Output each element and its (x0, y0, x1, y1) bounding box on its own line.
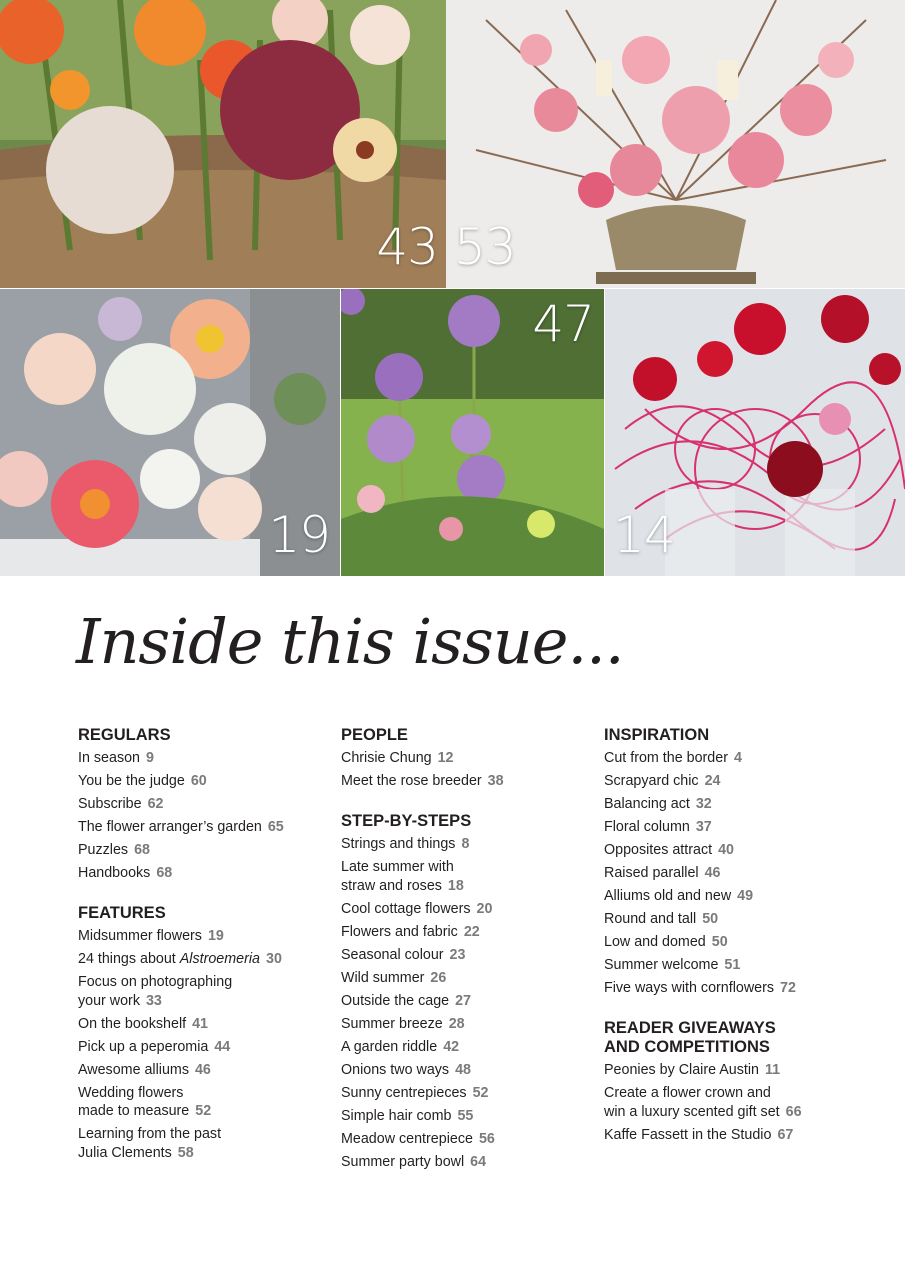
entry-page-number: 52 (472, 1084, 489, 1101)
page-number-19: 19 (268, 506, 330, 564)
section-title: READER GIVEAWAYS AND COMPETITIONS (604, 1019, 776, 1057)
toc-entry[interactable] (341, 1130, 611, 1148)
entry-title: On the bookshelf (78, 1015, 187, 1032)
entry-page-number: 9 (146, 750, 154, 766)
toc-section (341, 726, 611, 790)
toc-entry[interactable] (341, 992, 611, 1010)
toc-entry[interactable] (604, 841, 894, 859)
entry-title: win a luxury scented gift set (604, 1103, 780, 1120)
toc-column-3 (604, 726, 894, 1166)
entry-title: Flowers and fabric (341, 923, 458, 940)
toc-entry[interactable] (341, 923, 611, 941)
entry-title: Scrapyard chic (604, 773, 699, 789)
entry-title: The flower arranger’s garden (78, 819, 262, 835)
photo-red-flowers-wire[interactable] (605, 289, 905, 576)
entry-title: Simple hair comb (341, 1107, 452, 1124)
entry-page-number: 19 (207, 928, 224, 945)
entry-page-number: 49 (737, 888, 754, 904)
entry-page-number: 48 (455, 1061, 471, 1078)
entry-title: Focus on photographing (78, 974, 233, 991)
entry-title: Meadow centrepiece (341, 1130, 473, 1147)
toc-entry[interactable] (78, 749, 348, 767)
toc-column-2 (341, 726, 611, 1193)
toc-entry[interactable] (604, 1061, 894, 1079)
toc-entry[interactable] (604, 749, 894, 767)
section-title: FEATURES (78, 904, 166, 923)
entry-title: made to measure (78, 1103, 190, 1120)
entry-title: Cool cottage flowers (341, 900, 471, 917)
entry-page-number: 33 (145, 992, 162, 1009)
entry-title: You be the judge (78, 773, 185, 789)
entry-title: Julia Clements (78, 1144, 172, 1161)
toc-section (78, 726, 348, 882)
entry-title: Onions two ways (341, 1061, 450, 1078)
toc-section (604, 726, 894, 997)
toc-entry[interactable] (341, 969, 611, 987)
toc-entry[interactable] (604, 933, 894, 951)
toc-entry[interactable] (341, 946, 611, 964)
entry-page-number: 52 (195, 1103, 212, 1120)
photo-midsummer-posy[interactable] (0, 289, 340, 576)
page-title: Inside this issue... (76, 605, 624, 678)
entry-page-number: 8 (461, 836, 470, 853)
toc-entry[interactable] (604, 979, 894, 997)
toc-entry[interactable] (78, 795, 348, 813)
photo-alliums-garden[interactable] (341, 289, 604, 576)
entry-page-number: 66 (785, 1103, 802, 1120)
toc-section (78, 904, 348, 1162)
toc-section (341, 812, 611, 1171)
page-number-53: 53 (454, 218, 516, 276)
entry-page-number: 50 (702, 911, 719, 927)
section-title: REGULARS (78, 726, 171, 744)
toc-entry[interactable] (78, 818, 348, 836)
entry-title: Summer welcome (604, 957, 719, 973)
toc-entry[interactable] (78, 1038, 348, 1056)
entry-page-number: 72 (780, 980, 796, 996)
entry-title: Summer breeze (341, 1015, 443, 1032)
toc-entry[interactable] (78, 927, 348, 945)
entry-title: Sunny centrepieces (341, 1084, 467, 1101)
entry-title: Five ways with cornflowers (604, 980, 775, 996)
entry-title: In season (78, 750, 140, 766)
entry-page-number: 68 (156, 865, 173, 881)
toc-entry[interactable] (78, 841, 348, 859)
entry-page-number: 50 (711, 934, 728, 950)
photo-poppies-basket[interactable] (0, 0, 446, 288)
entry-title: Wedding flowers (78, 1084, 184, 1101)
entry-title: Awesome alliums (78, 1061, 189, 1078)
page-number-14: 14 (613, 506, 675, 564)
entry-page-number: 60 (190, 773, 207, 789)
entry-title: Chrisie Chung (341, 750, 432, 766)
entry-title: straw and roses (341, 877, 442, 894)
entry-page-number: 62 (147, 796, 164, 812)
entry-title: Kaffe Fassett in the Studio (604, 1126, 772, 1143)
entry-page-number: 68 (134, 842, 150, 858)
page-number-47: 47 (532, 295, 594, 353)
toc-entry[interactable] (78, 1061, 348, 1079)
entry-title: Summer party bowl (341, 1153, 465, 1170)
entry-page-number: 42 (443, 1038, 460, 1055)
entry-title: Meet the rose breeder (341, 773, 482, 789)
entry-page-number: 28 (448, 1015, 465, 1032)
entry-page-number: 27 (455, 992, 471, 1009)
entry-page-number: 37 (695, 819, 712, 835)
section-title: INSPIRATION (604, 726, 710, 744)
toc-entry[interactable] (341, 1038, 611, 1056)
entry-title: Round and tall (604, 911, 697, 927)
entry-title: A garden riddle (341, 1038, 438, 1055)
entry-title: Seasonal colour (341, 946, 444, 963)
toc-entry[interactable] (604, 864, 894, 882)
toc-entry[interactable] (341, 835, 611, 853)
toc-entry[interactable] (604, 956, 894, 974)
entry-title: Low and domed (604, 934, 706, 950)
entry-page-number: 26 (430, 969, 447, 986)
section-title: STEP-BY-STEPS (341, 812, 472, 831)
entry-title: Raised parallel (604, 865, 699, 881)
entry-title: 24 things about Alstroemeria (78, 951, 260, 968)
toc-entry[interactable] (604, 818, 894, 836)
entry-page-number: 12 (437, 750, 454, 766)
entry-page-number: 51 (724, 957, 741, 973)
entry-title: your work (78, 992, 140, 1009)
toc-entry[interactable] (78, 864, 348, 882)
entry-page-number: 32 (695, 796, 712, 812)
entry-title: Balancing act (604, 796, 690, 812)
entry-page-number: 56 (478, 1130, 495, 1147)
toc-column-1 (78, 726, 348, 1184)
entry-page-number: 55 (457, 1107, 474, 1124)
entry-title: Create a flower crown and (604, 1085, 771, 1102)
entry-page-number: 22 (463, 923, 480, 940)
entry-page-number: 23 (449, 946, 466, 963)
toc-entry[interactable] (604, 887, 894, 905)
toc-entry[interactable] (604, 1126, 894, 1144)
toc-entry[interactable] (341, 900, 611, 918)
toc-entry[interactable] (341, 1084, 611, 1102)
entry-title: Strings and things (341, 836, 456, 853)
entry-page-number: 30 (266, 951, 282, 968)
photo-roses-urn[interactable] (446, 0, 905, 288)
toc-entry[interactable] (78, 772, 348, 790)
toc-entry[interactable] (604, 910, 894, 928)
entry-page-number: 65 (267, 819, 284, 835)
entry-title: Late summer with (341, 859, 454, 876)
toc-entry[interactable] (78, 1015, 348, 1033)
entry-page-number: 18 (447, 877, 464, 894)
entry-title: Midsummer flowers (78, 928, 202, 945)
toc-entry[interactable] (604, 1084, 894, 1121)
toc-entry[interactable] (78, 1084, 348, 1121)
entry-title: Peonies by Claire Austin (604, 1062, 759, 1079)
entry-page-number: 67 (777, 1126, 794, 1143)
toc-entry[interactable] (341, 1061, 611, 1079)
entry-title: Subscribe (78, 796, 142, 812)
toc-entry[interactable] (78, 950, 348, 968)
entry-page-number: 20 (476, 900, 493, 917)
entry-title: Opposites attract (604, 842, 713, 858)
entry-page-number: 64 (470, 1153, 487, 1170)
toc-entry[interactable] (78, 1125, 348, 1162)
toc-entry[interactable] (341, 772, 611, 790)
toc-entry[interactable] (341, 749, 611, 767)
toc-entry[interactable] (341, 1107, 611, 1125)
entry-page-number: 46 (194, 1061, 211, 1078)
entry-page-number: 44 (214, 1038, 231, 1055)
entry-title: Pick up a peperomia (78, 1038, 209, 1055)
toc-entry[interactable] (341, 1015, 611, 1033)
entry-title: Wild summer (341, 969, 425, 986)
entry-title: Outside the cage (341, 992, 450, 1009)
toc-entry[interactable] (604, 795, 894, 813)
entry-title: Learning from the past (78, 1126, 222, 1143)
entry-page-number: 24 (704, 773, 721, 789)
toc-entry[interactable] (341, 1153, 611, 1171)
entry-title: Floral column (604, 819, 690, 835)
toc-entry[interactable] (604, 772, 894, 790)
entry-page-number: 58 (177, 1144, 194, 1161)
section-title: PEOPLE (341, 726, 408, 744)
entry-title: Puzzles (78, 842, 129, 858)
entry-page-number: 11 (764, 1062, 781, 1079)
entry-page-number: 38 (487, 773, 504, 789)
entry-title: Cut from the border (604, 750, 728, 766)
entry-title: Handbooks (78, 865, 151, 881)
entry-title: Alliums old and new (604, 888, 732, 904)
toc-entry[interactable] (341, 858, 611, 895)
entry-page-number: 46 (704, 865, 721, 881)
page-number-43: 43 (376, 218, 438, 276)
entry-page-number: 4 (733, 750, 742, 766)
entry-page-number: 41 (192, 1015, 208, 1032)
entry-page-number: 40 (718, 842, 734, 858)
toc-entry[interactable] (78, 973, 348, 1010)
toc-section (604, 1019, 894, 1144)
